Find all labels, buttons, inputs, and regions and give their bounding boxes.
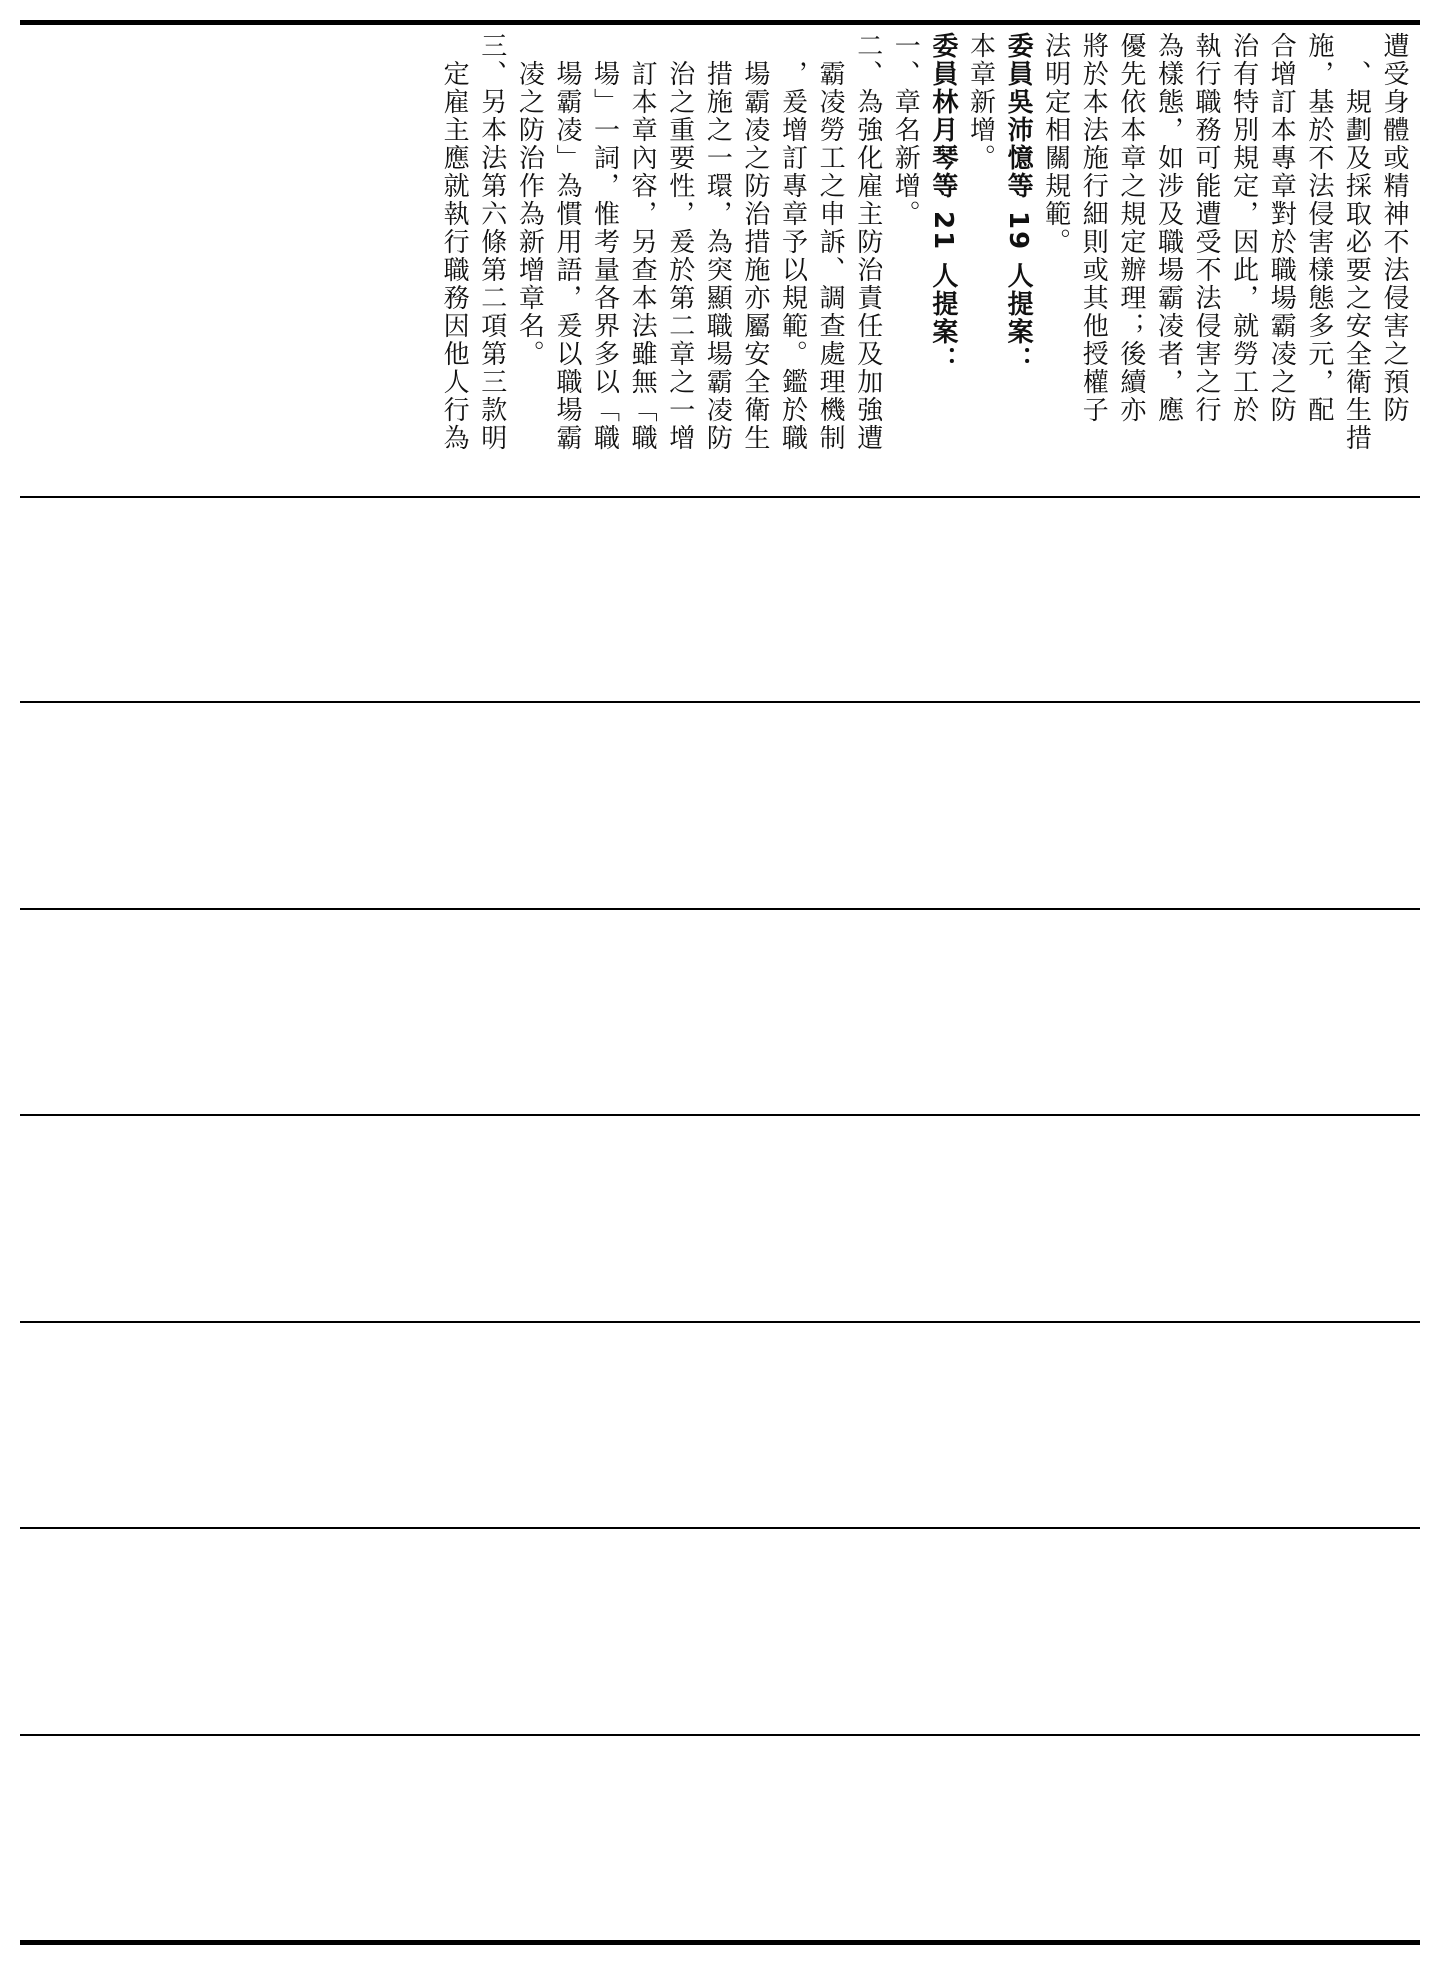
- empty-row: [20, 910, 1420, 1114]
- empty-row: [20, 498, 1420, 701]
- text-line: ，爰增訂專章予以規範。鑑於職: [777, 32, 808, 452]
- proposal-heading: 委員吳沛憶等 19 人提案：: [1003, 32, 1034, 375]
- text-line: 執行職務可能遭受不法侵害之行: [1191, 32, 1222, 424]
- empty-row: [20, 703, 1420, 908]
- text-line: 治之重要性，爰於第二章之一增: [664, 32, 695, 452]
- text-line: 定雇主應就執行職務因他人行為: [439, 32, 470, 452]
- text-line: 、規劃及採取必要之安全衛生措: [1341, 32, 1372, 452]
- text-line: 法明定相關規範。: [1040, 32, 1071, 256]
- text-line: 合增訂本專章對於職場霸凌之防: [1266, 32, 1297, 424]
- empty-row: [20, 1529, 1420, 1734]
- table-bottom-border: [20, 1940, 1420, 1945]
- text-line: 將於本法施行細則或其他授權子: [1078, 32, 1109, 424]
- text-line: 本章新增。: [965, 32, 996, 172]
- text-line: 一、章名新增。: [890, 32, 921, 228]
- text-line: 場」一詞，惟考量各界多以「職: [589, 32, 620, 452]
- empty-row: [20, 1323, 1420, 1527]
- text-line: 霸凌勞工之申訴、調查處理機制: [815, 32, 846, 452]
- empty-row: [20, 1116, 1420, 1321]
- text-line: 場霸凌」為慣用語，爰以職場霸: [551, 32, 582, 452]
- vertical-text-block: [435, 32, 1412, 494]
- text-line: 措施之一環，為突顯職場霸凌防: [702, 32, 733, 452]
- text-line: 為樣態，如涉及職場霸凌者，應: [1153, 32, 1184, 424]
- text-line: 遭受身體或精神不法侵害之預防: [1379, 32, 1409, 424]
- document-page: [20, 20, 1420, 1945]
- empty-row: [20, 1736, 1420, 1940]
- text-line: 凌之防治作為新增章名。: [514, 32, 545, 368]
- text-line: 三、另本法第六條第二項第三款明: [476, 32, 507, 452]
- text-line: 訂本章內容，另查本法雖無「職: [627, 32, 658, 452]
- proposal-heading: 委員林月琴等 21 人提案：: [927, 32, 958, 375]
- table-top-border: [20, 20, 1420, 25]
- text-line: 治有特別規定，因此，就勞工於: [1228, 32, 1259, 424]
- text-line: 優先依本章之規定辦理；後續亦: [1115, 32, 1146, 424]
- text-line: 施，基於不法侵害樣態多元，配: [1303, 32, 1334, 424]
- explanation-cell: [20, 26, 1420, 496]
- text-line: 場霸凌之防治措施亦屬安全衛生: [739, 32, 770, 452]
- text-line: 二、為強化雇主防治責任及加強遭: [852, 32, 883, 452]
